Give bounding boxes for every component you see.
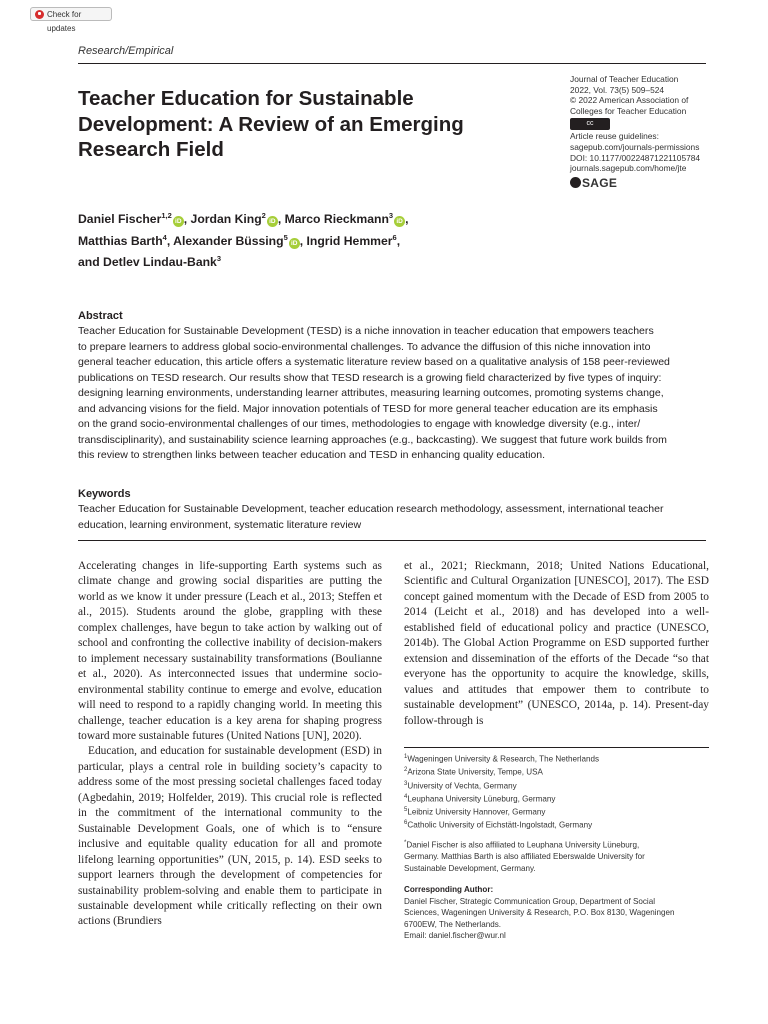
author-affiliation-marker: 3 (388, 211, 394, 220)
abstract-line: on the grand socio-environmental challenges of our times, methodologies to engage with knowledge diversity (e.g., inter/ (78, 418, 641, 430)
affiliation-item: $^2$Arizona State University, Tempe, USA (404, 767, 543, 777)
author-separator: , (299, 233, 307, 248)
keywords-heading: Keywords (78, 488, 131, 500)
abstract-line: publications on TESD research. Our results show that TESD research is a growing field characterized by five types of inquiry: (78, 371, 662, 384)
sage-logo: SAGE (570, 177, 720, 189)
header-rule (78, 63, 706, 64)
author-separator: , (405, 212, 409, 227)
doi-link[interactable]: DOI: 10.1177/00224871221105784 (570, 152, 701, 163)
journal-volume: 2022, Vol. 73(5) 509–524 (570, 84, 665, 95)
author-separator: , (396, 233, 401, 248)
reuse-guidelines-label: Article reuse guidelines: (570, 131, 659, 142)
author-separator: , (277, 212, 285, 227)
abstract-line: and advancing visions for the field. Major innovation potentials of TESD for more general teacher education are its emphasis (78, 402, 658, 415)
article-title: Teacher Education for Sustainable Development: A Review of an Emerging Research Field (78, 87, 464, 161)
body-paragraph: Education, and education for sustainable development (ESD) in particular, plays a central role in building society’s capacity to address some of the most pressing societal challenges faced today (Agbedahin, 2019; Holfelder, 2019). This crucial role is reflected in the commitment of the international community to the Sustainable Development Goals, one of which is to “ensure inclusive and equitable quality education for all and promote lifelong learning opportunities” (UN, 2015, p. 14). ESD seeks to support learners through the development of competencies for sustainability problem-solving and enable them to participate in sustainable development while critically reflecting on their own actions (Brundiers (78, 745, 382, 928)
abstract-heading: Abstract (78, 310, 123, 322)
journal-copyright: © 2022 American Association of (570, 95, 689, 106)
check-for-updates-label: Check for updates (47, 10, 82, 33)
abstract-line: designing learning environments, understanding learner attributes, measuring learning outcomes, promoting systems change, (78, 387, 664, 399)
abstract-line: this review to strengthen links between teacher education and TESD in enhancing quality education. (78, 449, 546, 461)
orcid-icon[interactable]: iD (289, 238, 300, 249)
corresponding-author: Corresponding Author: Daniel Fischer, Strategic Communication Group, Department of Social Sciences, Wageningen University & Research, P.O. Box 8130, Wageningen 6700EW, The Netherlands. Email: daniel.fischer@wur.nl (404, 884, 714, 942)
affiliation-item: $^6$Catholic University of Eichstätt-Ingolstadt, Germany (404, 820, 593, 831)
author-separator: , (183, 212, 191, 227)
author-name: Matthias Barth (78, 233, 163, 248)
affiliation-item: $^5$Leibniz University Hannover, Germany (404, 807, 546, 817)
section-rule (78, 540, 706, 541)
author-affiliation-marker: 5 (283, 232, 288, 242)
check-for-updates-button[interactable] (30, 7, 112, 33)
author-affiliation-marker: 2 (261, 211, 266, 220)
author-name: and Detlev Lindau-Bank (78, 255, 217, 270)
author-affiliation-marker: 1,2 (161, 211, 172, 220)
keywords-line: education, learning environment, systematic literature review (78, 518, 362, 531)
abstract-line: general teacher education, this article offers a systematic literature review based on a qualitative analysis of 158 peer-reviewed (78, 356, 670, 368)
abstract-line: Teacher Education for Sustainable Development (TESD) is a niche innovation in teacher education that empowers teachers (78, 325, 654, 337)
author-name: Alexander Büssing (173, 233, 284, 248)
author-affiliation-marker: 4 (162, 232, 167, 242)
check-updates-icon (35, 10, 44, 19)
affiliation-item: $^4$Leuphana University Lüneburg, Germany (404, 793, 556, 804)
email-link[interactable]: Email: daniel.fischer@wur.nl (404, 931, 506, 941)
author-affiliation-marker: 6 (392, 232, 397, 242)
orcid-icon[interactable]: iD (173, 216, 184, 227)
author-name: Daniel Fischer (78, 212, 162, 227)
orcid-icon[interactable]: iD (267, 216, 278, 227)
reuse-guidelines-link[interactable]: sagepub.com/journals-permissions (570, 141, 700, 152)
footnote-rule (404, 747, 709, 748)
affiliations (404, 752, 714, 832)
affiliation-item: $^3$University of Vechta, Germany (404, 780, 517, 791)
abstract-text (78, 324, 710, 464)
body-column-left (78, 559, 382, 930)
journal-info (570, 74, 720, 188)
body-paragraph: Accelerating changes in life-supporting Earth systems such as climate change and growing social disparities are putting the world as we know it under pressure (Leach et al., 2013; Steffen et al., 2015). Students around the globe, grappling with these complex challenges, have begun to take action by walking out of school and confronting the collective inability of decision-makers to implement necessary sustainability transformations (Boulianne et al., 2020). As interconnected issues that undermine socio-environmental stability continue to emerge and evolve, education will need to respond to a rapidly changing world. In meeting this challenge, teacher education is a key arena for shaping progress toward more sustainable futures (United Nations [UN], 2020). (78, 560, 382, 742)
journal-copyright-line2: Colleges for Teacher Education (570, 105, 687, 116)
cc-license-icon[interactable]: cc (570, 118, 610, 130)
journal-name: Journal of Teacher Education (570, 74, 679, 84)
article-category: Research/Empirical (78, 45, 174, 57)
orcid-icon[interactable]: iD (394, 216, 405, 227)
author-separator: , (166, 233, 174, 248)
keywords-line: Teacher Education for Sustainable Development, teacher education research methodology, assessment, international teacher (78, 503, 664, 515)
author-affiliation-marker: 3 (216, 254, 221, 264)
body-paragraph: et al., 2021; Rieckmann, 2018; United Nations Educational, Scientific and Cultural Organization [UNESCO], 2017). The ESD concept gained momentum with the Decade of ESD from 2005 to 2014 (Leicht et al., 2018) and has developed into a well-established field of educational policy and practice (UNESCO, 2014b). The Global Action Programme on ESD supported further extension and dissemination of the efforts of the Decade “so that everyone has the opportunity to acquire the knowledge, skills, values and attitudes that empower them to contribute to sustainable development” (UNESCO, 2014a, p. 14). Present-day follow-through is (404, 560, 709, 727)
journal-url-link[interactable]: journals.sagepub.com/home/jte (570, 163, 687, 174)
author-name: Ingrid Hemmer (306, 233, 393, 248)
corresponding-author-label: Corresponding Author: (404, 885, 494, 894)
keywords-text (78, 502, 710, 533)
author-note: *Daniel Fischer is also affiliated to Leuphana University Lüneburg, Germany. Matthias Barth is also affiliated Eberswalde University for Sustainable Development, Germany. (404, 840, 645, 873)
author-name: Jordan King (190, 212, 262, 227)
author-list (78, 207, 638, 272)
author-name: Marco Rieckmann (284, 212, 389, 227)
abstract-line: transdisciplinarity), and sustainability science learning approaches (e.g., backcasting). We suggest that future work builds from (78, 433, 667, 446)
abstract-line: to prepare learners to address global socio-environmental challenges. To advance the diffusion of this niche innovation into (78, 340, 651, 353)
sage-logo-icon (570, 177, 581, 188)
affiliation-item: $^1$Wageningen University & Research, The Netherlands (404, 754, 599, 764)
body-column-right (404, 559, 709, 729)
